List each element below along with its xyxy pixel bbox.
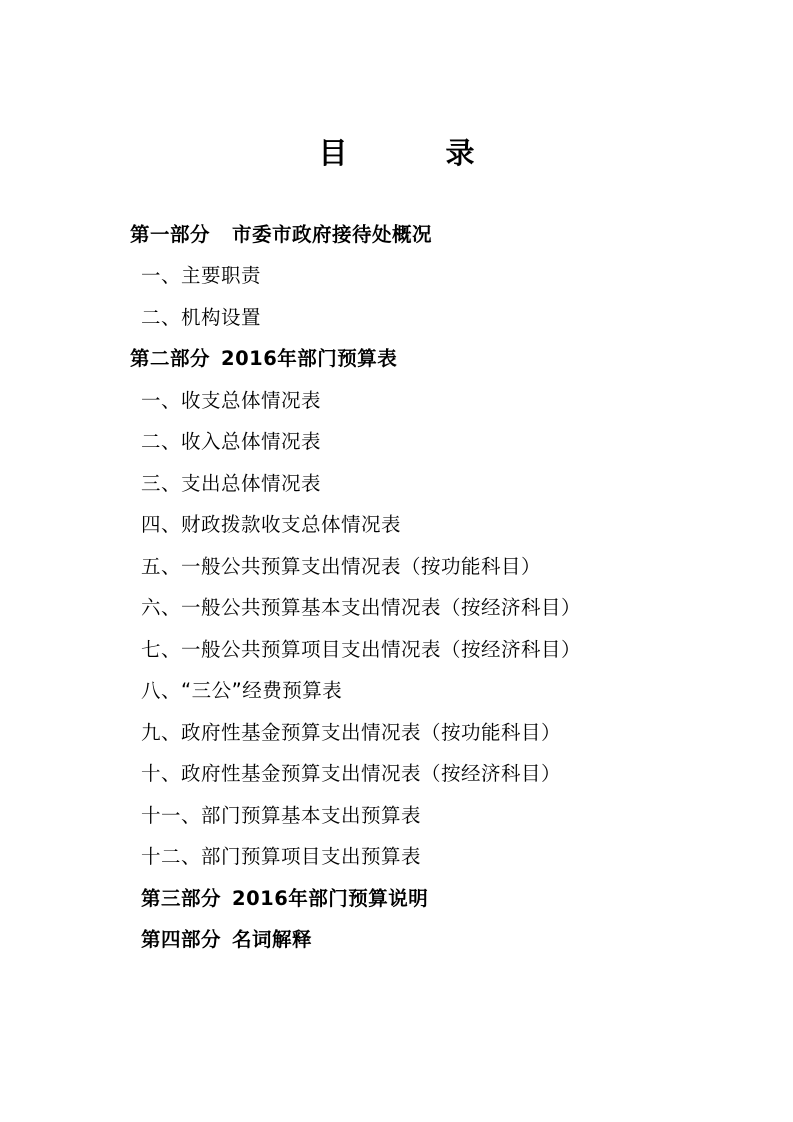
toc-item-1-2[interactable]: 二、机构设置 bbox=[141, 306, 262, 329]
toc-part-1-text: 市委市政府接待处概况 bbox=[232, 223, 433, 246]
toc-part-3-label: 第三部分 bbox=[141, 887, 222, 910]
toc-part-1[interactable] bbox=[130, 221, 432, 249]
toc-item-1-1[interactable]: 一、主要职责 bbox=[141, 264, 262, 287]
toc-item-2-11[interactable]: 十一、部门预算基本支出预算表 bbox=[141, 804, 422, 827]
toc-part-2-text: 2016年部门预算表 bbox=[221, 347, 398, 370]
toc-item-2-8[interactable]: 八、“三公”经费预算表 bbox=[141, 679, 343, 702]
toc-part-4-text: 名词解释 bbox=[232, 928, 313, 951]
toc-item-2-7[interactable]: 七、一般公共预算项目支出情况表（按经济科目） bbox=[141, 638, 582, 661]
toc-part-2[interactable] bbox=[130, 345, 397, 373]
toc-item-2-1[interactable]: 一、收支总体情况表 bbox=[141, 389, 322, 412]
toc-part-1-label: 第一部分 bbox=[130, 223, 211, 246]
toc-item-2-4[interactable]: 四、财政拨款收支总体情况表 bbox=[141, 513, 402, 536]
toc-item-2-5[interactable]: 五、一般公共预算支出情况表（按功能科目） bbox=[141, 555, 542, 578]
toc-part-3[interactable] bbox=[141, 885, 428, 913]
toc-part-4[interactable] bbox=[141, 926, 312, 954]
toc-item-2-10[interactable]: 十、政府性基金预算支出情况表（按经济科目） bbox=[141, 762, 562, 785]
toc-item-2-6[interactable]: 六、一般公共预算基本支出情况表（按经济科目） bbox=[141, 596, 582, 619]
toc-item-2-3[interactable]: 三、支出总体情况表 bbox=[141, 472, 322, 495]
toc-part-4-label: 第四部分 bbox=[141, 928, 222, 951]
toc-item-2-9[interactable]: 九、政府性基金预算支出情况表（按功能科目） bbox=[141, 721, 562, 744]
toc-title: 目 录 bbox=[318, 136, 519, 170]
toc-item-2-12[interactable]: 十二、部门预算项目支出预算表 bbox=[141, 845, 422, 868]
toc-item-2-2[interactable]: 二、收入总体情况表 bbox=[141, 430, 322, 453]
toc-part-3-text: 2016年部门预算说明 bbox=[232, 887, 429, 910]
toc-part-2-label: 第二部分 bbox=[130, 347, 211, 370]
